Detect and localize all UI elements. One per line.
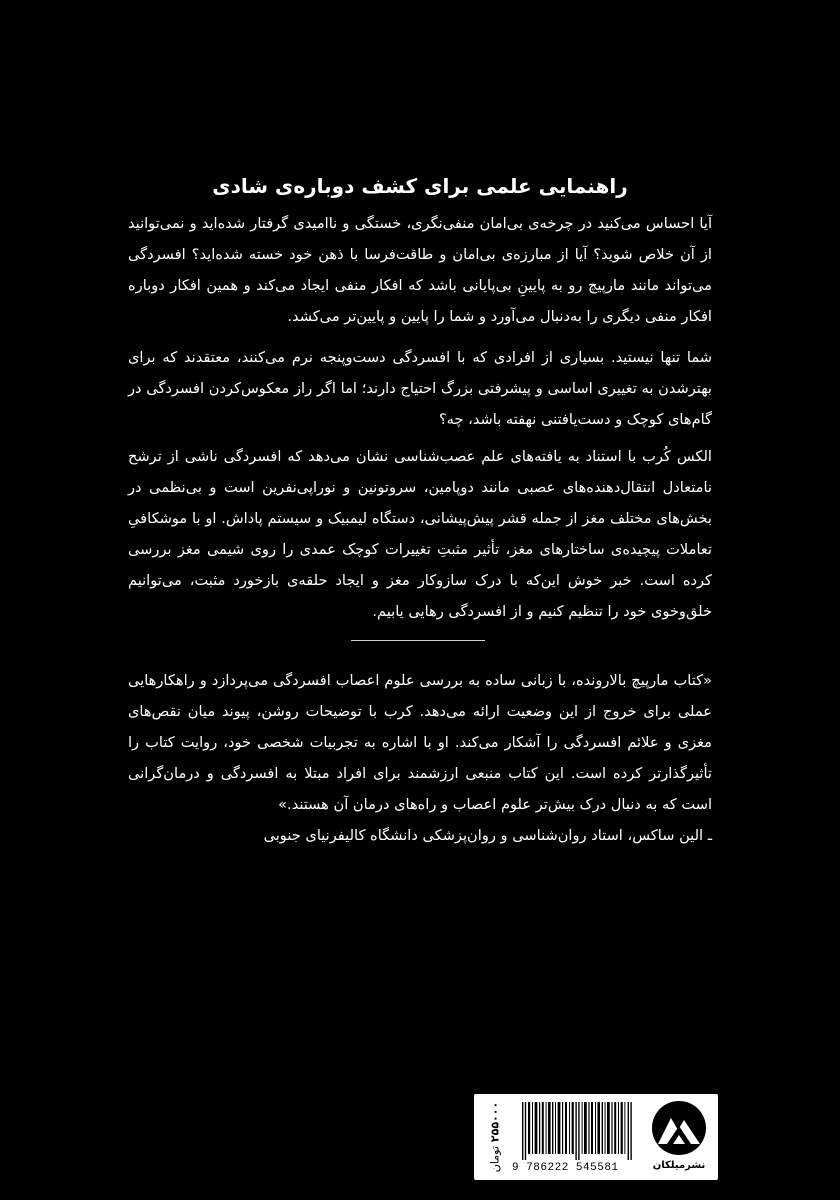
endorsement-attribution: ـ الین ساکس، استاد روان‌شناسی و روان‌پزشکی دانشگاه کالیفرنیای جنوبی — [263, 827, 712, 844]
price-text — [489, 1102, 502, 1172]
endorsement-quote: «کتاب مارپیچ بالارونده، با زبانی ساده به بررسی علوم اعصاب افسردگی می‌پردازد و راهکارهایی عملی برای خروج از این وضعیت ارائه می‌دهد. کرب با توضیحات روشن، پیوند میان نقص‌های مغزی و علائم افسردگی را آشکار می‌کند. او با اشاره به تجربیات شخصی خود، روایت کتاب را تأثیرگذارتر کرده است. این کتاب منبعی ارزشمند برای افراد مبتلا به افسردگی و درمان‌گرانی است که به دنبال درک بیش‌تر علوم اعصاب و راه‌های درمان آن هستند.» — [128, 672, 712, 813]
book-title: راهنمایی علمی برای کشف دوباره‌ی شادی — [212, 174, 628, 198]
mountain-logo-icon — [651, 1100, 707, 1156]
price-barcode-box — [474, 1094, 718, 1180]
section-divider — [351, 640, 485, 641]
paragraph-not-alone: شما تنها نیستید. بسیاری از افرادی که با افسردگی دست‌وپنجه نرم می‌کنند، معتقدند که برای بهترشدن به تغییری اساسی و پیشرفتی بزرگ احتیاج دارند؛ اما اگر راز معکوس‌کردن افسردگی در گام‌های کوچک و دست‌یافتنی نهفته باشد، چه؟ — [128, 349, 712, 428]
price-unit: تومان — [488, 1146, 502, 1173]
paragraph-author-summary: الکس کُرب با استناد به یافته‌های علم عصب‌شناسی نشان می‌دهد که افسردگی ناشی از ترشح نامتعادل انتقال‌دهنده‌های عصبی مانند دوپامین، سروتونین و نوراپی‌نفرین است و بی‌نظمی در بخش‌های مختلف مغز از جمله قشر پیش‌پیشانی، دستگاه لیمبیک و سیستم پاداش. او با موشکافیِ تعاملات پیچیده‌ی ساختارهای مغز، تأثیر مثبتِ تغییرات کوچک عمدی را روی شیمی مغز بررسی کرده است. خبر خوش این‌که با درک سازوکار مغز و ایجاد حلقه‌ی بازخورد مثبت، می‌توانیم خلق‌وخوی خود را تنظیم کنیم و از افسردگی رهایی یابیم. — [128, 448, 712, 620]
barcode-icon — [522, 1102, 632, 1160]
isbn-barcode — [512, 1100, 638, 1176]
price-label — [478, 1098, 512, 1176]
publisher-name: نشرمیلکان — [652, 1160, 706, 1171]
isbn-number: 9 786222 545581 — [512, 1162, 619, 1174]
publisher-mark — [646, 1100, 712, 1176]
back-cover-text — [128, 208, 712, 851]
paragraph-intro: آیا احساس می‌کنید در چرخه‌ی بی‌امان منفی‌نگری، خستگی و ناامیدی گرفتار شده‌اید و نمی‌توانید از آن خلاص شوید؟ آیا از مبارزه‌ی بی‌امان و طاقت‌فرسا با ذهن خود خسته شده‌اید؟ افسردگی می‌تواند مانند مارپیچ رو به پایینِ بی‌پایانی باشد که افکار منفی ایجاد می‌کند و همین افکار دوباره افکار منفی دیگری را به‌دنبال می‌آورد و شما را پایین و پایین‌تر می‌کشد. — [128, 215, 712, 325]
price-amount: ۲۵۵۰۰۰ — [488, 1101, 502, 1143]
